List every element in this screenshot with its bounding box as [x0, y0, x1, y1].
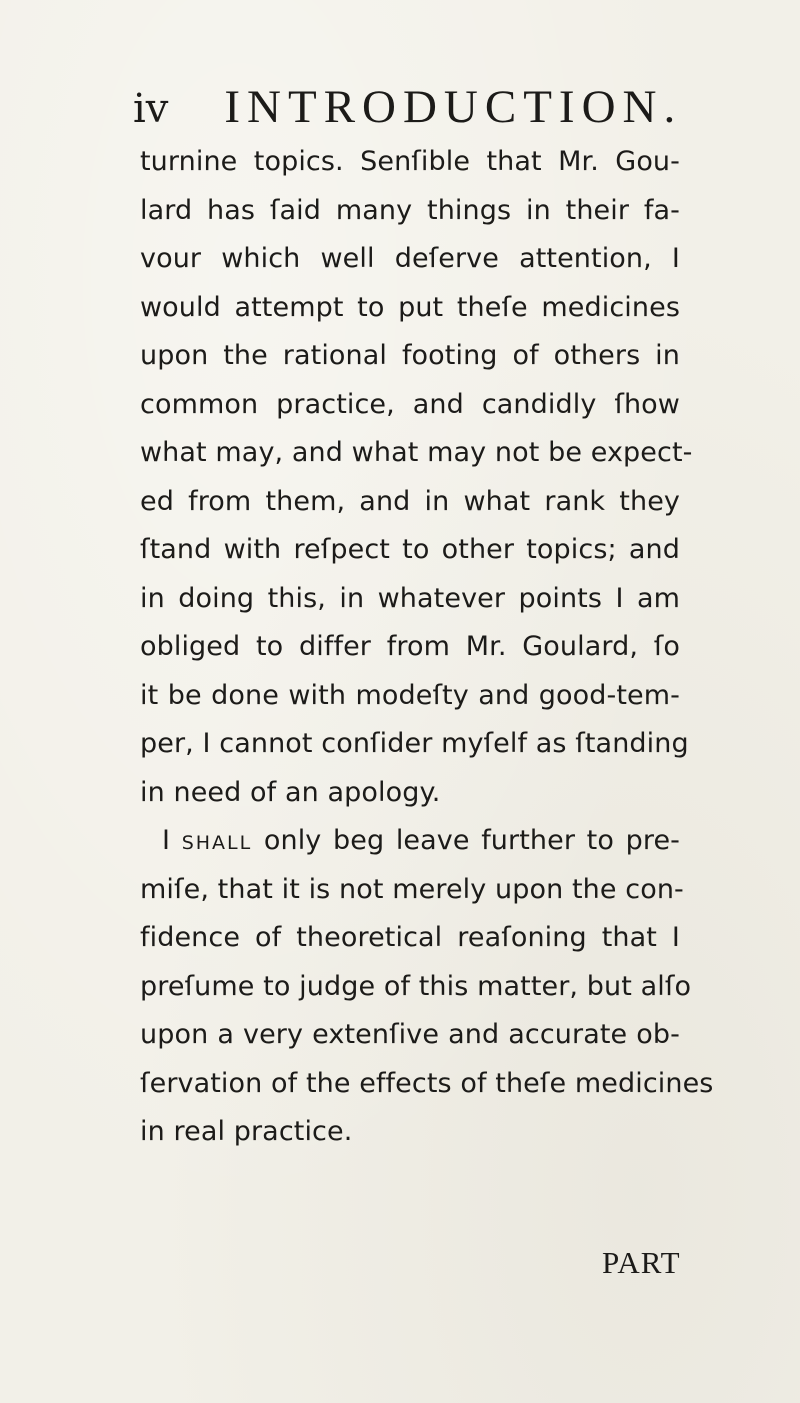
paragraph-lead-rest: only beg leave further to pre- [252, 825, 681, 856]
paragraph-lead: I [162, 825, 182, 856]
body-text [140, 138, 714, 1157]
text-line: it be done with modeſty and good-tem- [140, 679, 680, 711]
text-line: upon the rational footing of others in [140, 340, 680, 371]
paragraph-start-line [140, 817, 680, 866]
text-line: lard has ſaid many things in their fa- [140, 194, 680, 226]
text-line: ed from them, and in what rank they [140, 485, 680, 517]
text-line: in need of an apology. [140, 776, 441, 808]
text-line: in doing this, in whatever points I am [140, 582, 680, 614]
running-head: INTRODUCTION. [224, 81, 683, 133]
text-line: vour which well deſerve attention, I [140, 243, 680, 274]
text-line: what may, and what may not be expect- [140, 437, 693, 468]
small-caps-word: shall [181, 825, 253, 856]
text-line: obliged to differ from Mr. Goulard, ſo [140, 631, 680, 662]
text-line: ſervation of the effects of theſe medicines [140, 1067, 714, 1099]
text-line: ſtand with reſpect to other topics; and [140, 534, 680, 565]
text-line: fidence of theoretical reaſoning that I [140, 922, 680, 953]
catchword: PART [602, 1245, 681, 1280]
text-line: turnine topics. Senſible that Mr. Gou- [140, 146, 680, 177]
text-line: preſume to judge of this matter, but alſo [140, 970, 692, 1002]
text-line: common practice, and candidly ſhow [140, 388, 680, 420]
text-line: upon a very extenſive and accurate ob- [140, 1019, 680, 1050]
page-number: iv [133, 86, 169, 132]
text-line: per, I cannot conſider myſelf as ſtanding [140, 728, 689, 759]
text-line: would attempt to put theſe medicines [140, 291, 680, 323]
text-line: miſe, that it is not merely upon the con- [140, 873, 684, 905]
text-line: in real practice. [140, 1116, 353, 1147]
page-header [133, 80, 683, 133]
